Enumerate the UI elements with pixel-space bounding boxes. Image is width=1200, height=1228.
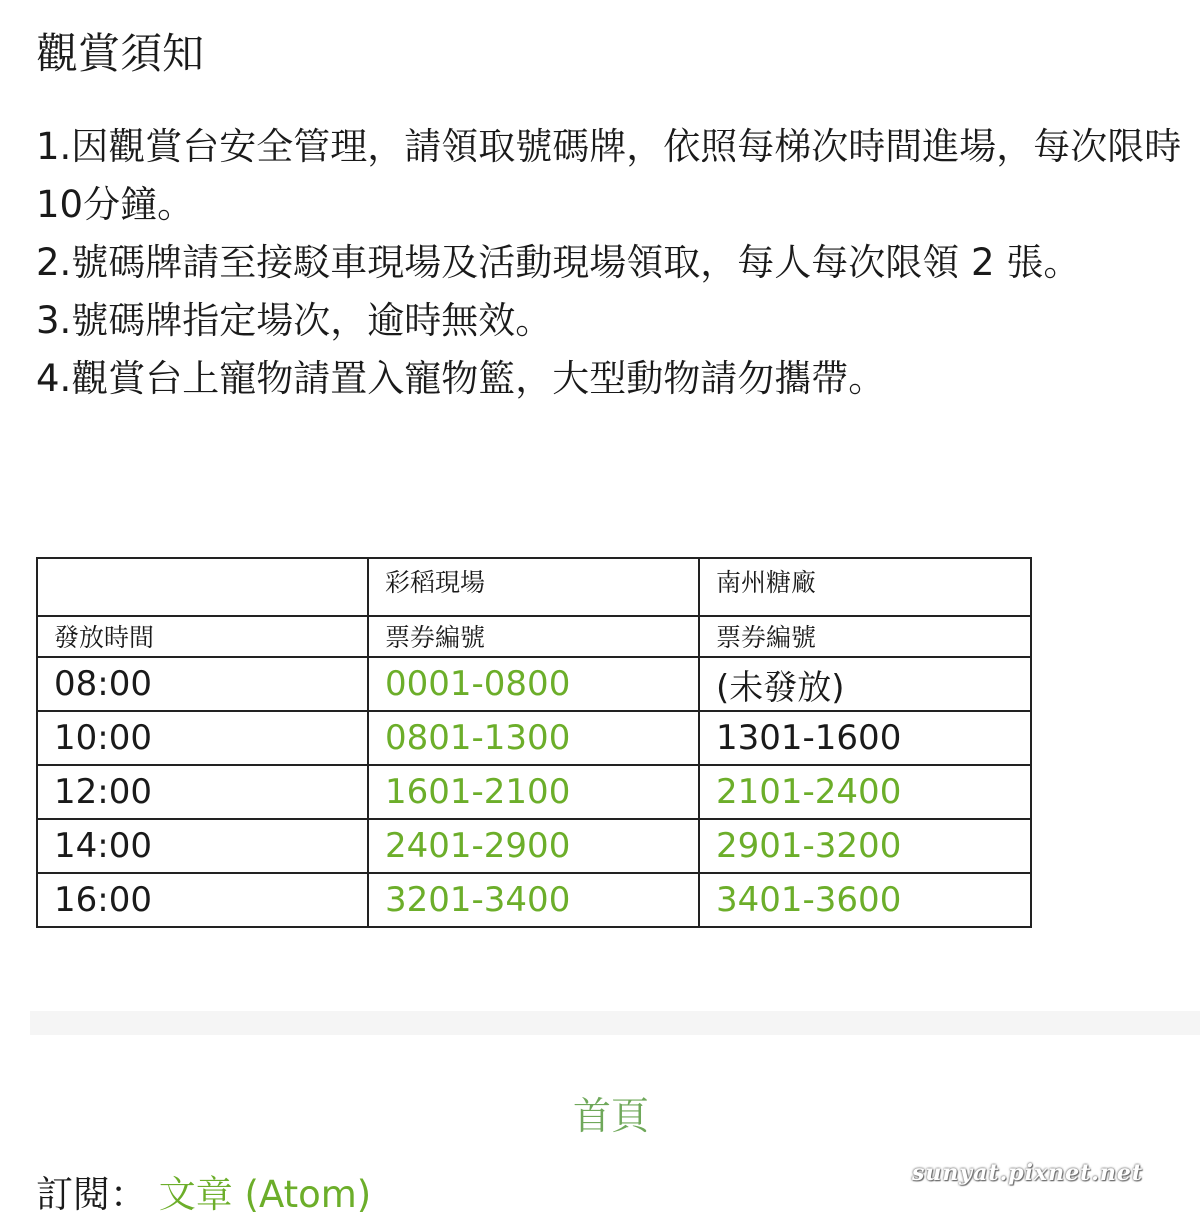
time-cell: 12:00 — [37, 765, 368, 819]
notice-item: 4.觀賞台上寵物請置入寵物籃，大型動物請勿攜帶。 — [36, 357, 886, 400]
table-row — [37, 873, 1031, 927]
table-header-cell: 南州糖廠 — [699, 558, 1031, 616]
ticket-range-cell: 0001-0800 — [368, 657, 699, 711]
time-cell: 08:00 — [37, 657, 368, 711]
notice-item: 2.號碼牌請至接駁車現場及活動現場領取，每人每次限領 2 張。 — [36, 241, 1081, 284]
ticket-range-cell: 3201-3400 — [368, 873, 699, 927]
notice-item: 3.號碼牌指定場次，逾時無效。 — [36, 299, 553, 342]
notice-item: 1.因觀賞台安全管理，請領取號碼牌，依照每梯次時間進場，每次限時10分鐘。 — [36, 125, 1182, 226]
time-cell: 16:00 — [37, 873, 368, 927]
atom-feed-link[interactable]: 文章 (Atom) — [158, 1173, 372, 1216]
table-header-cell: 票券編號 — [699, 616, 1031, 657]
notice-list — [36, 118, 1186, 408]
ticket-schedule-table — [36, 557, 1032, 928]
table-header-cell: 彩稻現場 — [368, 558, 699, 616]
ticket-range-cell: 3401-3600 — [699, 873, 1031, 927]
table-header-cell: 發放時間 — [37, 616, 368, 657]
table-header-row — [37, 558, 1031, 616]
table-header-cell: 票券編號 — [368, 616, 699, 657]
table-row — [37, 657, 1031, 711]
page-title: 觀賞須知 — [36, 29, 205, 78]
home-link[interactable]: 首頁 — [573, 1094, 650, 1138]
ticket-range-cell: 2401-2900 — [368, 819, 699, 873]
table-header-cell — [37, 558, 368, 616]
table-header-row — [37, 616, 1031, 657]
ticket-range-cell: 1301-1600 — [699, 711, 1031, 765]
time-cell: 10:00 — [37, 711, 368, 765]
table-row — [37, 711, 1031, 765]
table-row — [37, 765, 1031, 819]
section-divider — [30, 1011, 1200, 1035]
ticket-range-cell: 2101-2400 — [699, 765, 1031, 819]
watermark: sunyat.pixnet.net — [912, 1160, 1144, 1186]
ticket-range-cell: 0801-1300 — [368, 711, 699, 765]
table-row — [37, 819, 1031, 873]
subscribe-line — [36, 1168, 371, 1222]
time-cell: 14:00 — [37, 819, 368, 873]
ticket-range-cell: 1601-2100 — [368, 765, 699, 819]
subscribe-label: 訂閱： — [36, 1173, 147, 1216]
ticket-range-cell: 2901-3200 — [699, 819, 1031, 873]
ticket-range-cell: (未發放) — [699, 657, 1031, 711]
